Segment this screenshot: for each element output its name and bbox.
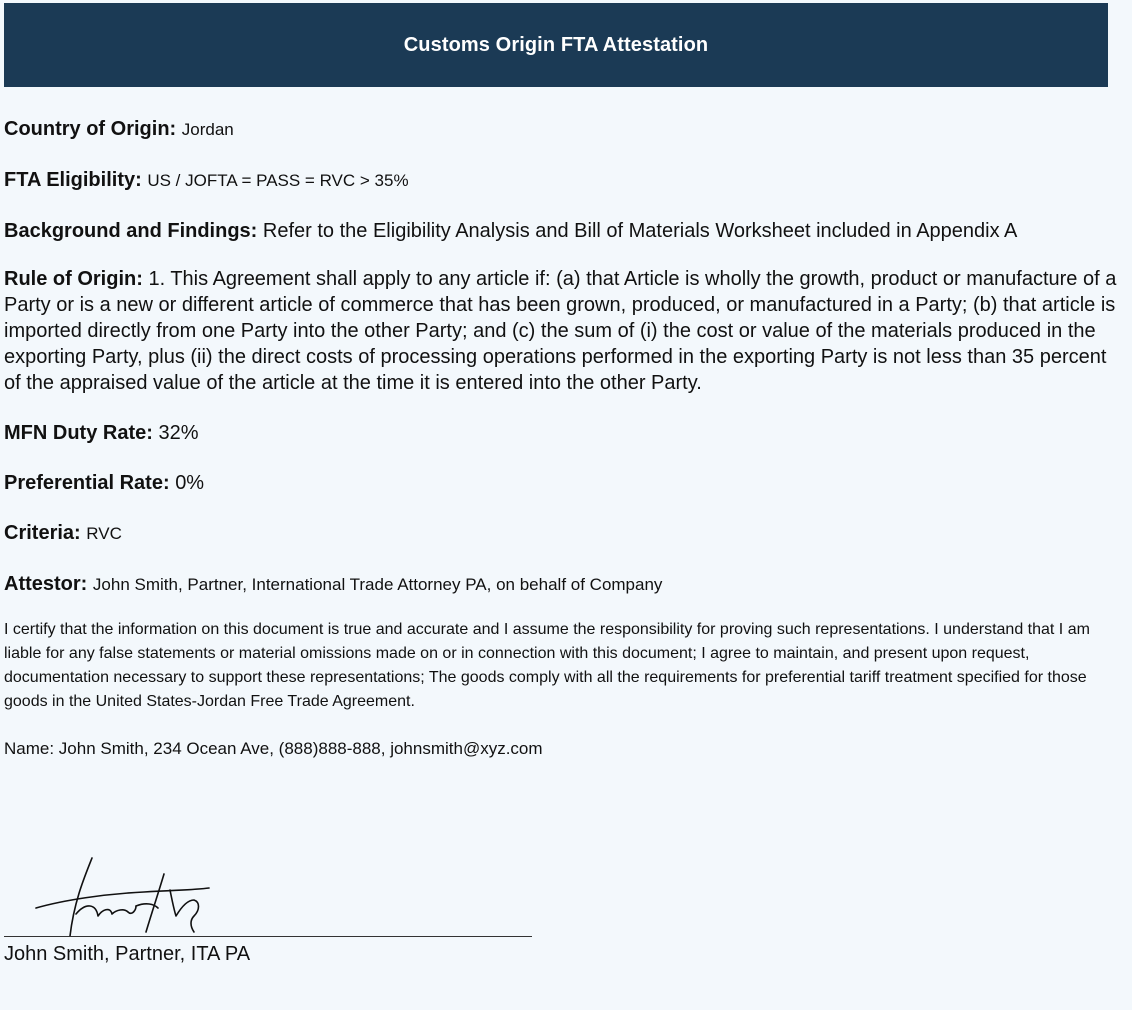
field-label: MFN Duty Rate: xyxy=(4,422,153,444)
field-value: 1. This Agreement shall apply to any article if: (a) that Article is wholly the growth, product or manufacture of a Party or is a new or different article of commerce that has been grown, produced, or manufactured in a Party; (b) that article is imported directly from one Party into the other Party; and (c) the sum of (i) the cost or value of the materials produced in the exporting Party, plus (ii) the direct costs of processing operations performed in the exporting Party is not less than 35 percent of the appraised value of the article at the time it is entered into the other Party. xyxy=(4,268,1117,394)
field-value: 32% xyxy=(158,422,199,444)
field-mfn-duty-rate xyxy=(4,420,1128,446)
field-criteria xyxy=(4,520,1128,547)
field-label: Background and Findings: xyxy=(4,220,258,242)
document-header xyxy=(4,3,1108,87)
field-country-of-origin xyxy=(4,116,1128,143)
field-label: Attestor: xyxy=(4,573,88,595)
field-value: RVC xyxy=(86,524,122,543)
field-value: 0% xyxy=(175,472,205,494)
field-label: Criteria: xyxy=(4,522,81,544)
document-body xyxy=(4,116,1128,760)
contact-line: Name: John Smith, 234 Ocean Ave, (888)888-888, johnsmith@xyz.com xyxy=(4,739,543,758)
field-rule-of-origin xyxy=(4,266,1128,396)
field-fta-eligibility xyxy=(4,167,1128,194)
field-value: US / JOFTA = PASS = RVC > 35% xyxy=(147,171,409,190)
field-preferential-rate xyxy=(4,470,1128,496)
handwritten-signature xyxy=(24,850,224,940)
field-label: Rule of Origin: xyxy=(4,268,143,290)
field-value: Refer to the Eligibility Analysis and Bill of Materials Worksheet included in Appendix A xyxy=(262,220,1018,242)
field-attestor xyxy=(4,571,1128,598)
field-background-findings xyxy=(4,218,1128,244)
document-title: Customs Origin FTA Attestation xyxy=(403,33,709,56)
field-value: John Smith, Partner, International Trade Attorney PA, on behalf of Company xyxy=(92,575,663,594)
certification-statement: I certify that the information on this document is true and accurate and I assume the responsibility for proving such representations. I understand that I am liable for any false statements or material omissions made on or in connection with this document; I agree to maintain, and present upon request, documentation necessary to support these representations; The goods comply with all the requirements for preferential tariff treatment specified for those goods in the United States-Jordan Free Trade Agreement. xyxy=(4,621,1090,710)
field-value: Jordan xyxy=(181,120,234,139)
field-label: Country of Origin: xyxy=(4,118,177,140)
signature-caption: John Smith, Partner, ITA PA xyxy=(4,943,251,965)
signature-block xyxy=(4,850,544,970)
signature-line xyxy=(4,936,532,937)
field-label: Preferential Rate: xyxy=(4,472,170,494)
field-label: FTA Eligibility: xyxy=(4,169,142,191)
